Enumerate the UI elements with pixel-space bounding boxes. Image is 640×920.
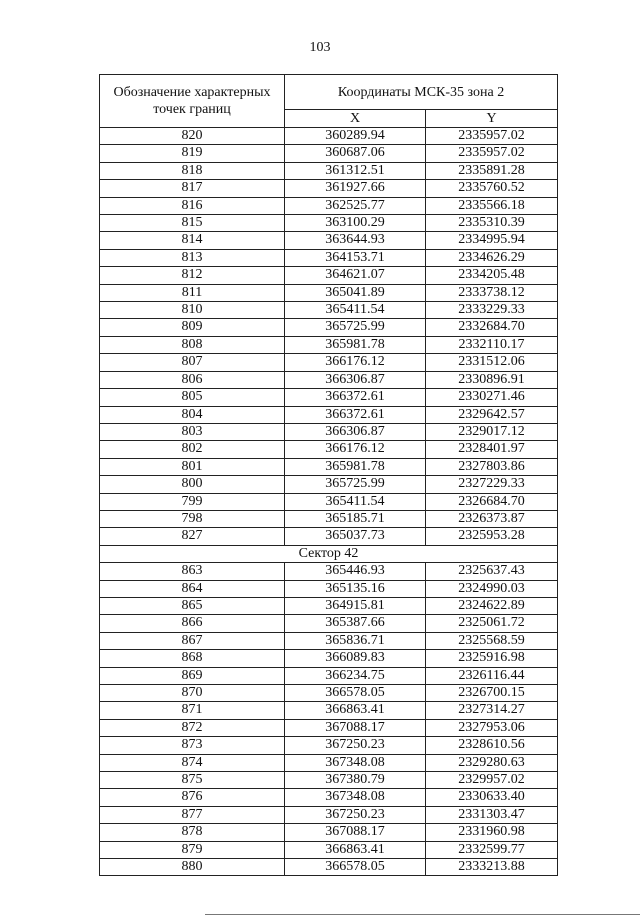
table-row bbox=[100, 563, 558, 580]
point-cell: 817 bbox=[100, 180, 285, 197]
y-cell: 2333229.33 bbox=[426, 302, 558, 319]
y-cell: 2335957.02 bbox=[426, 145, 558, 162]
table-row bbox=[100, 389, 558, 406]
table-row bbox=[100, 789, 558, 806]
x-cell: 367250.23 bbox=[285, 806, 426, 823]
y-cell: 2324990.03 bbox=[426, 580, 558, 597]
x-cell: 361312.51 bbox=[285, 162, 426, 179]
table-header-row bbox=[100, 75, 558, 110]
x-cell: 365041.89 bbox=[285, 284, 426, 301]
y-cell: 2329017.12 bbox=[426, 423, 558, 440]
y-cell: 2325568.59 bbox=[426, 632, 558, 649]
y-cell: 2328401.97 bbox=[426, 441, 558, 458]
y-cell: 2329642.57 bbox=[426, 406, 558, 423]
y-cell: 2334626.29 bbox=[426, 249, 558, 266]
table-row bbox=[100, 197, 558, 214]
page-edge-line bbox=[205, 914, 640, 915]
point-cell: 803 bbox=[100, 423, 285, 440]
x-cell: 366863.41 bbox=[285, 841, 426, 858]
x-cell: 365037.73 bbox=[285, 528, 426, 545]
table-row bbox=[100, 336, 558, 353]
table-row bbox=[100, 249, 558, 266]
point-cell: 810 bbox=[100, 302, 285, 319]
y-cell: 2324622.89 bbox=[426, 597, 558, 614]
y-cell: 2329280.63 bbox=[426, 754, 558, 771]
point-cell: 818 bbox=[100, 162, 285, 179]
x-cell: 365725.99 bbox=[285, 476, 426, 493]
x-cell: 364915.81 bbox=[285, 597, 426, 614]
table-row bbox=[100, 215, 558, 232]
table-row bbox=[100, 458, 558, 475]
x-cell: 366578.05 bbox=[285, 859, 426, 876]
point-cell: 807 bbox=[100, 354, 285, 371]
x-cell: 362525.77 bbox=[285, 197, 426, 214]
x-cell: 366578.05 bbox=[285, 685, 426, 702]
table-row bbox=[100, 806, 558, 823]
table-row bbox=[100, 232, 558, 249]
x-cell: 363644.93 bbox=[285, 232, 426, 249]
table-row bbox=[100, 685, 558, 702]
y-cell: 2332599.77 bbox=[426, 841, 558, 858]
coordinates-header: Координаты МСК-35 зона 2 bbox=[285, 75, 558, 110]
point-cell: 870 bbox=[100, 685, 285, 702]
x-cell: 365387.66 bbox=[285, 615, 426, 632]
x-cell: 366176.12 bbox=[285, 354, 426, 371]
y-cell: 2330271.46 bbox=[426, 389, 558, 406]
table-row bbox=[100, 354, 558, 371]
y-cell: 2325061.72 bbox=[426, 615, 558, 632]
point-cell: 876 bbox=[100, 789, 285, 806]
table-row bbox=[100, 841, 558, 858]
y-cell: 2335891.28 bbox=[426, 162, 558, 179]
point-cell: 815 bbox=[100, 215, 285, 232]
y-cell: 2330896.91 bbox=[426, 371, 558, 388]
y-cell: 2331303.47 bbox=[426, 806, 558, 823]
point-cell: 867 bbox=[100, 632, 285, 649]
point-cell: 820 bbox=[100, 128, 285, 145]
x-cell: 365836.71 bbox=[285, 632, 426, 649]
point-cell: 872 bbox=[100, 719, 285, 736]
y-cell: 2327229.33 bbox=[426, 476, 558, 493]
y-cell: 2325637.43 bbox=[426, 563, 558, 580]
point-cell: 814 bbox=[100, 232, 285, 249]
x-cell: 364153.71 bbox=[285, 249, 426, 266]
y-cell: 2335566.18 bbox=[426, 197, 558, 214]
y-cell: 2329957.02 bbox=[426, 772, 558, 789]
table-row bbox=[100, 528, 558, 545]
point-cell: 804 bbox=[100, 406, 285, 423]
x-cell: 365446.93 bbox=[285, 563, 426, 580]
point-cell: 798 bbox=[100, 510, 285, 527]
point-cell: 869 bbox=[100, 667, 285, 684]
x-cell: 365185.71 bbox=[285, 510, 426, 527]
table-body bbox=[100, 128, 558, 876]
y-cell: 2326684.70 bbox=[426, 493, 558, 510]
point-cell: 813 bbox=[100, 249, 285, 266]
point-cell: 802 bbox=[100, 441, 285, 458]
x-cell: 364621.07 bbox=[285, 267, 426, 284]
point-cell: 819 bbox=[100, 145, 285, 162]
table-row bbox=[100, 615, 558, 632]
table-row bbox=[100, 371, 558, 388]
y-cell: 2326373.87 bbox=[426, 510, 558, 527]
x-cell: 365725.99 bbox=[285, 319, 426, 336]
x-cell: 366306.87 bbox=[285, 423, 426, 440]
x-cell: 367088.17 bbox=[285, 824, 426, 841]
table-row bbox=[100, 772, 558, 789]
y-cell: 2330633.40 bbox=[426, 789, 558, 806]
y-cell: 2334205.48 bbox=[426, 267, 558, 284]
point-cell: 871 bbox=[100, 702, 285, 719]
y-cell: 2327314.27 bbox=[426, 702, 558, 719]
point-cell: 805 bbox=[100, 389, 285, 406]
point-cell: 874 bbox=[100, 754, 285, 771]
table-row bbox=[100, 650, 558, 667]
point-cell: 808 bbox=[100, 336, 285, 353]
table-row bbox=[100, 423, 558, 440]
table-row bbox=[100, 667, 558, 684]
x-cell: 360687.06 bbox=[285, 145, 426, 162]
x-cell: 363100.29 bbox=[285, 215, 426, 232]
y-cell: 2331512.06 bbox=[426, 354, 558, 371]
point-designation-header: Обозначение характерных точек границ bbox=[100, 75, 285, 128]
point-cell: 816 bbox=[100, 197, 285, 214]
x-cell: 365411.54 bbox=[285, 493, 426, 510]
table-row bbox=[100, 162, 558, 179]
y-cell: 2326700.15 bbox=[426, 685, 558, 702]
table-row bbox=[100, 737, 558, 754]
point-cell: 812 bbox=[100, 267, 285, 284]
y-cell: 2332684.70 bbox=[426, 319, 558, 336]
x-cell: 365135.16 bbox=[285, 580, 426, 597]
y-column-header: Y bbox=[426, 110, 558, 128]
y-cell: 2331960.98 bbox=[426, 824, 558, 841]
y-cell: 2332110.17 bbox=[426, 336, 558, 353]
y-cell: 2325953.28 bbox=[426, 528, 558, 545]
table-row bbox=[100, 580, 558, 597]
x-cell: 366372.61 bbox=[285, 406, 426, 423]
page-number: 103 bbox=[309, 40, 331, 55]
point-cell: 863 bbox=[100, 563, 285, 580]
y-cell: 2328610.56 bbox=[426, 737, 558, 754]
point-cell: 875 bbox=[100, 772, 285, 789]
point-cell: 801 bbox=[100, 458, 285, 475]
x-column-header: X bbox=[285, 110, 426, 128]
y-cell: 2333213.88 bbox=[426, 859, 558, 876]
table-row bbox=[100, 754, 558, 771]
table-row bbox=[100, 597, 558, 614]
x-cell: 367348.08 bbox=[285, 754, 426, 771]
table-row bbox=[100, 476, 558, 493]
y-cell: 2335310.39 bbox=[426, 215, 558, 232]
point-cell: 873 bbox=[100, 737, 285, 754]
table-row bbox=[100, 632, 558, 649]
table-row bbox=[100, 510, 558, 527]
table-row bbox=[100, 441, 558, 458]
coordinates-table bbox=[99, 74, 558, 876]
x-cell: 365411.54 bbox=[285, 302, 426, 319]
point-cell: 865 bbox=[100, 597, 285, 614]
y-cell: 2327953.06 bbox=[426, 719, 558, 736]
x-cell: 366863.41 bbox=[285, 702, 426, 719]
x-cell: 361927.66 bbox=[285, 180, 426, 197]
point-cell: 811 bbox=[100, 284, 285, 301]
x-cell: 366234.75 bbox=[285, 667, 426, 684]
table-row bbox=[100, 284, 558, 301]
table-row bbox=[100, 702, 558, 719]
y-cell: 2327803.86 bbox=[426, 458, 558, 475]
point-cell: 809 bbox=[100, 319, 285, 336]
x-cell: 366372.61 bbox=[285, 389, 426, 406]
y-cell: 2326116.44 bbox=[426, 667, 558, 684]
y-cell: 2335957.02 bbox=[426, 128, 558, 145]
point-cell: 878 bbox=[100, 824, 285, 841]
table-row bbox=[100, 267, 558, 284]
table-row bbox=[100, 319, 558, 336]
y-cell: 2335760.52 bbox=[426, 180, 558, 197]
x-cell: 365981.78 bbox=[285, 458, 426, 475]
table-row bbox=[100, 493, 558, 510]
table-row bbox=[100, 145, 558, 162]
x-cell: 366089.83 bbox=[285, 650, 426, 667]
point-cell: 866 bbox=[100, 615, 285, 632]
y-cell: 2325916.98 bbox=[426, 650, 558, 667]
table-row bbox=[100, 302, 558, 319]
x-cell: 365981.78 bbox=[285, 336, 426, 353]
y-cell: 2334995.94 bbox=[426, 232, 558, 249]
table-row bbox=[100, 406, 558, 423]
x-cell: 366306.87 bbox=[285, 371, 426, 388]
point-cell: 800 bbox=[100, 476, 285, 493]
x-cell: 367348.08 bbox=[285, 789, 426, 806]
table-row bbox=[100, 859, 558, 876]
x-cell: 360289.94 bbox=[285, 128, 426, 145]
sector-row bbox=[100, 545, 558, 562]
point-cell: 799 bbox=[100, 493, 285, 510]
sector-label: Сектор 42 bbox=[100, 545, 558, 562]
point-cell: 877 bbox=[100, 806, 285, 823]
point-cell: 879 bbox=[100, 841, 285, 858]
x-cell: 367088.17 bbox=[285, 719, 426, 736]
point-cell: 827 bbox=[100, 528, 285, 545]
point-cell: 868 bbox=[100, 650, 285, 667]
table-row bbox=[100, 128, 558, 145]
point-cell: 880 bbox=[100, 859, 285, 876]
y-cell: 2333738.12 bbox=[426, 284, 558, 301]
x-cell: 367380.79 bbox=[285, 772, 426, 789]
table-row bbox=[100, 824, 558, 841]
x-cell: 366176.12 bbox=[285, 441, 426, 458]
point-cell: 864 bbox=[100, 580, 285, 597]
table-row bbox=[100, 719, 558, 736]
table-row bbox=[100, 180, 558, 197]
point-cell: 806 bbox=[100, 371, 285, 388]
x-cell: 367250.23 bbox=[285, 737, 426, 754]
